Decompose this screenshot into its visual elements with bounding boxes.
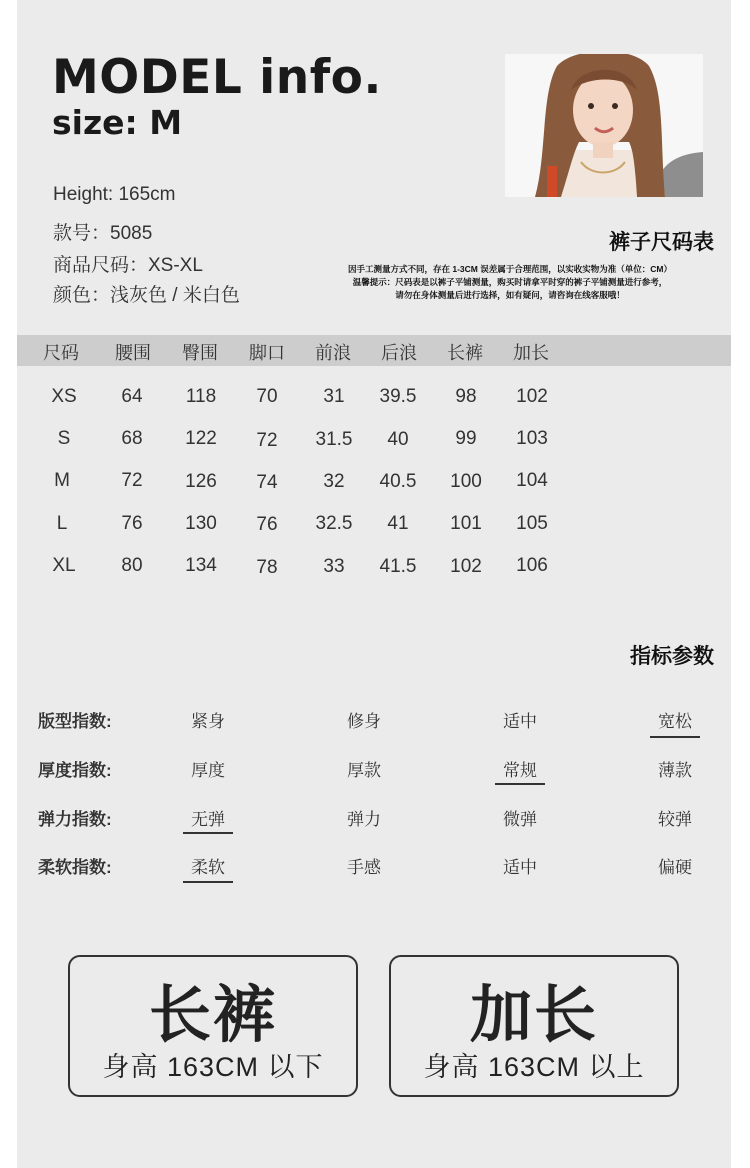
table-cell: 68 — [121, 428, 143, 449]
table-header-cell: 腰围 — [115, 343, 151, 363]
table-cell: 32.5 — [315, 513, 353, 534]
table-header-cell: 臀围 — [182, 343, 218, 363]
table-cell: M — [54, 470, 70, 491]
index-option: 手感 — [347, 858, 381, 877]
index-option: 修身 — [347, 712, 381, 731]
table-cell: S — [57, 428, 71, 449]
table-cell: 106 — [516, 555, 548, 576]
table-cell: 76 — [256, 514, 278, 535]
table-cell: 72 — [256, 430, 278, 451]
table-header-cell: 后浪 — [381, 343, 417, 363]
table-cell: 130 — [185, 513, 217, 534]
table-cell: 32 — [323, 471, 345, 492]
selected-underline — [650, 736, 700, 738]
length-box-long — [389, 955, 679, 1097]
table-header-cell: 前浪 — [315, 343, 351, 363]
table-header-cell: 长裤 — [447, 343, 483, 363]
index-option: 适中 — [503, 712, 537, 731]
index-option: 偏硬 — [658, 858, 692, 877]
table-cell: L — [56, 513, 68, 534]
index-label: 弹力指数: — [38, 810, 112, 829]
length-box-title: 长裤 — [148, 981, 277, 1050]
index-option: 弹力 — [347, 810, 381, 829]
table-cell: 74 — [256, 472, 278, 493]
index-option: 薄款 — [658, 761, 692, 780]
table-cell: 39.5 — [379, 386, 417, 407]
index-option: 微弹 — [503, 810, 537, 829]
product-colors: 颜色：浅灰色 / 米白色 — [53, 285, 240, 306]
selected-underline — [183, 832, 233, 834]
model-size: size: M — [52, 103, 183, 142]
table-cell: 80 — [121, 555, 143, 576]
index-label: 厚度指数: — [38, 761, 112, 780]
table-cell: 40 — [387, 429, 409, 450]
length-box-title: 加长 — [469, 981, 598, 1050]
size-chart-title: 裤子尺码表 — [609, 231, 714, 254]
table-cell: 122 — [185, 428, 217, 449]
table-cell: 40.5 — [379, 471, 417, 492]
table-cell: XL — [52, 555, 76, 576]
size-note: 温馨提示：尺码表是以裤子平铺测量，购买时请拿平时穿的裤子平铺测量进行参考， — [352, 277, 668, 287]
index-label: 版型指数: — [38, 712, 112, 731]
table-header-cell: 加长 — [513, 343, 549, 363]
table-cell: 64 — [121, 386, 143, 407]
index-option-selected: 常规 — [503, 761, 537, 780]
table-cell: 101 — [450, 513, 482, 534]
table-cell: 134 — [185, 555, 217, 576]
model-photo — [505, 54, 703, 197]
table-cell: 100 — [450, 471, 482, 492]
index-option: 紧身 — [191, 712, 225, 731]
model-height: Height: 165cm — [53, 184, 176, 205]
table-cell: 102 — [450, 556, 482, 577]
length-box-subtitle: 身高 163CM 以下 — [102, 1052, 324, 1082]
length-box-regular — [68, 955, 358, 1097]
table-cell: 70 — [256, 386, 278, 407]
table-cell: 41 — [387, 513, 409, 534]
style-number: 款号：5085 — [53, 223, 153, 244]
index-title: 指标参数 — [630, 645, 714, 668]
table-cell: 72 — [121, 470, 143, 491]
table-cell: 31.5 — [315, 429, 353, 450]
index-option: 厚款 — [347, 761, 381, 780]
index-option: 较弹 — [658, 810, 692, 829]
table-cell: XS — [51, 386, 77, 407]
table-cell: 98 — [455, 386, 477, 407]
selected-underline — [183, 881, 233, 883]
table-cell: 102 — [516, 386, 548, 407]
index-option-selected: 无弹 — [191, 810, 225, 829]
length-box-subtitle: 身高 163CM 以上 — [423, 1052, 645, 1082]
index-option: 适中 — [503, 858, 537, 877]
table-cell: 104 — [516, 470, 548, 491]
product-sizes: 商品尺码：XS-XL — [53, 255, 203, 276]
table-cell: 76 — [121, 513, 143, 534]
index-option: 厚度 — [191, 761, 225, 780]
table-cell: 105 — [516, 513, 548, 534]
table-cell: 103 — [516, 428, 548, 449]
selected-underline — [495, 783, 545, 785]
model-title: MODEL info. — [52, 50, 382, 105]
table-cell: 126 — [185, 471, 217, 492]
table-cell: 41.5 — [379, 556, 417, 577]
table-cell: 31 — [323, 386, 345, 407]
index-option-selected: 宽松 — [658, 712, 692, 731]
table-cell: 33 — [323, 556, 345, 577]
table-header-cell: 尺码 — [43, 343, 79, 363]
size-note: 请勿在身体测量后进行选择，如有疑问，请咨询在线客服哦！ — [395, 290, 625, 300]
size-note: 因手工测量方式不同，存在 1-3CM 误差属于合理范围，以实收实物为准（单位：CM） — [348, 264, 672, 274]
table-cell: 118 — [185, 386, 217, 407]
table-cell: 99 — [455, 428, 477, 449]
index-option-selected: 柔软 — [191, 858, 225, 877]
index-label: 柔软指数: — [38, 858, 112, 877]
table-cell: 78 — [256, 557, 278, 578]
table-header-cell: 脚口 — [249, 343, 285, 363]
